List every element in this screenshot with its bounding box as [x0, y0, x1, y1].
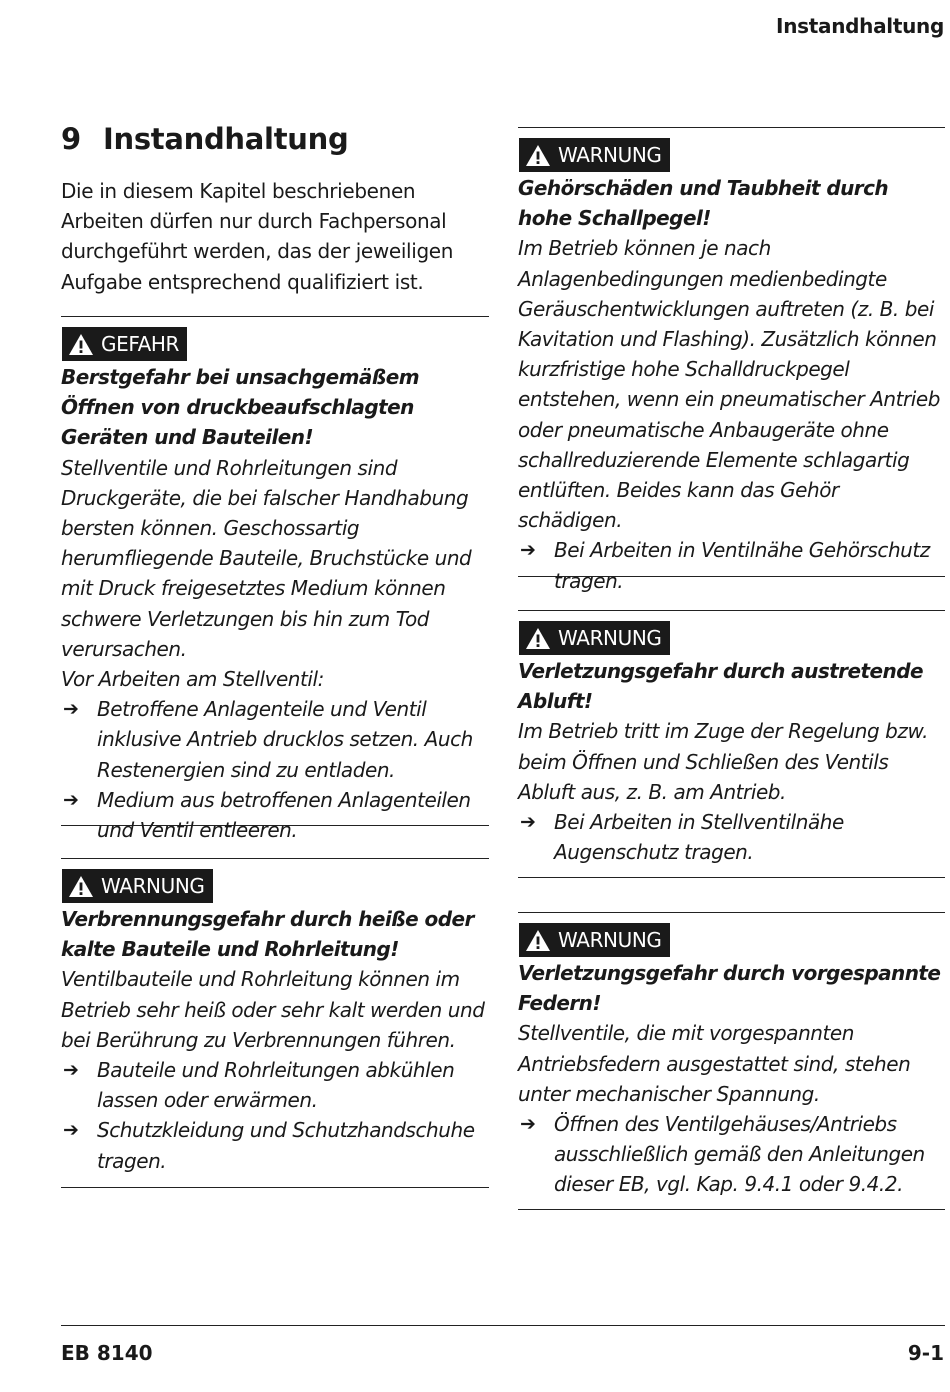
badge-label: WARNUNG	[558, 626, 662, 650]
arrow-right-icon: ➔	[520, 811, 536, 834]
action-text: Schutzkleidung und Schutzhandschuhe tragen.	[97, 1118, 475, 1173]
footer-divider	[61, 1325, 945, 1326]
badge-label: WARNUNG	[101, 874, 205, 898]
action-text: Bauteile und Rohrleitungen abkühlen lassen oder erwärmen.	[97, 1058, 455, 1113]
arrow-right-icon: ➔	[520, 539, 536, 562]
warning-notice-hearing	[518, 127, 945, 593]
action-text: Betroffene Anlagenteile und Ventil inklusive Antrieb drucklos setzen. Auch Restenergien sind zu entladen.	[97, 697, 473, 782]
hazard-title: Berstgefahr bei unsachgemäßem Öffnen von druckbeaufschlagten Geräten und Bauteilen!	[61, 365, 420, 450]
warning-triangle-icon	[68, 875, 94, 898]
hazard-text: Im Betrieb können je nach Anlagenbedingungen medienbedingte Geräuschentwicklungen auftreten (z. B. bei Kavitation und Flashing). Zusätzlich können kurzfristige hohe Schalldruckpegel entstehen, wenn ein pneumatischer Antrieb oder pneumatische Anbaugeräte ohne schallreduzierende Elemente schlagartig entlüften. Beides kann das Gehör schädigen.	[518, 236, 941, 533]
arrow-right-icon: ➔	[63, 698, 79, 721]
badge-label: WARNUNG	[558, 143, 662, 167]
arrow-right-icon: ➔	[520, 1113, 536, 1136]
badge-label: GEFAHR	[101, 332, 180, 356]
warning-triangle-icon	[525, 929, 551, 952]
hazard-title: Verbrennungsgefahr durch heiße oder kalte Bauteile und Rohrleitung!	[61, 907, 474, 962]
hazard-text: Ventilbauteile und Rohrleitung können im Betrieb sehr heiß oder sehr kalt werden und bei Berührung zu Verbrennungen führen.	[61, 967, 485, 1052]
chapter-number: 9	[61, 122, 81, 156]
warning-notice-burns	[61, 858, 489, 1188]
hazard-text: Stellventile und Rohrleitungen sind Druckgeräte, die bei falscher Handhabung bersten können. Geschossartig herumfliegende Bauteile, Bruchstücke und mit Druck freigesetztes Medium können schwere Verletzungen bis hin zum Tod verursachen.	[61, 455, 472, 661]
action-item	[518, 1109, 945, 1200]
running-header-title: Instandhaltung	[776, 14, 944, 38]
action-text: Öffnen des Ventilgehäuses/Antriebs ausschließlich gemäß den Anleitungen dieser EB, vgl. Kap. 9.4.1 oder 9.4.2.	[554, 1112, 925, 1197]
action-text: Bei Arbeiten in Stellventilnähe Augenschutz tragen.	[554, 810, 844, 865]
danger-badge	[62, 327, 187, 361]
chapter-title: Instandhaltung	[103, 122, 349, 156]
warning-badge	[62, 869, 213, 903]
hazard-text: Im Betrieb tritt im Zuge der Regelung bzw. beim Öffnen und Schließen des Ventils Abluft aus, z. B. am Antrieb.	[518, 719, 929, 804]
chapter-heading	[61, 122, 348, 156]
action-item	[518, 807, 945, 867]
arrow-right-icon: ➔	[63, 1119, 79, 1142]
hazard-title: Gehörschäden und Taubheit durch hohe Schallpegel!	[518, 176, 889, 231]
warning-notice-exhaust-air	[518, 610, 945, 878]
action-text: Medium aus betroffenen Anlagenteilen und Ventil entleeren.	[97, 787, 471, 843]
warning-badge	[519, 621, 670, 655]
document-id: EB 8140	[61, 1341, 153, 1365]
action-item	[61, 694, 489, 785]
action-item	[61, 1115, 489, 1175]
warning-badge	[519, 138, 670, 172]
badge-label: WARNUNG	[558, 928, 662, 952]
arrow-right-icon: ➔	[63, 788, 79, 811]
warning-notice-preloaded-springs	[518, 912, 945, 1210]
action-item	[61, 785, 489, 845]
hazard-text: Stellventile, die mit vorgespannten Antriebsfedern ausgestattet sind, stehen unter mechanischer Spannung.	[518, 1021, 911, 1106]
danger-notice-burst	[61, 316, 489, 843]
chapter-intro: Die in diesem Kapitel beschriebenen Arbeiten dürfen nur durch Fachpersonal durchgeführt werden, das der jeweiligen Aufgabe entsprechend qualifiziert ist.	[61, 179, 454, 294]
hazard-text: Vor Arbeiten am Stellventil:	[61, 667, 324, 692]
warning-badge	[519, 923, 670, 957]
warning-triangle-icon	[525, 627, 551, 650]
hazard-title: Verletzungsgefahr durch vorgespannte Federn!	[518, 961, 941, 1016]
action-item	[61, 1055, 489, 1115]
hazard-title: Verletzungsgefahr durch austretende Abluft!	[518, 659, 924, 714]
page-number: 9-1	[907, 1341, 944, 1365]
action-item	[518, 535, 945, 595]
action-text: Bei Arbeiten in Ventilnähe Gehörschutz tragen.	[554, 538, 930, 593]
warning-triangle-icon	[68, 333, 94, 356]
warning-triangle-icon	[525, 144, 551, 167]
arrow-right-icon: ➔	[63, 1059, 79, 1082]
